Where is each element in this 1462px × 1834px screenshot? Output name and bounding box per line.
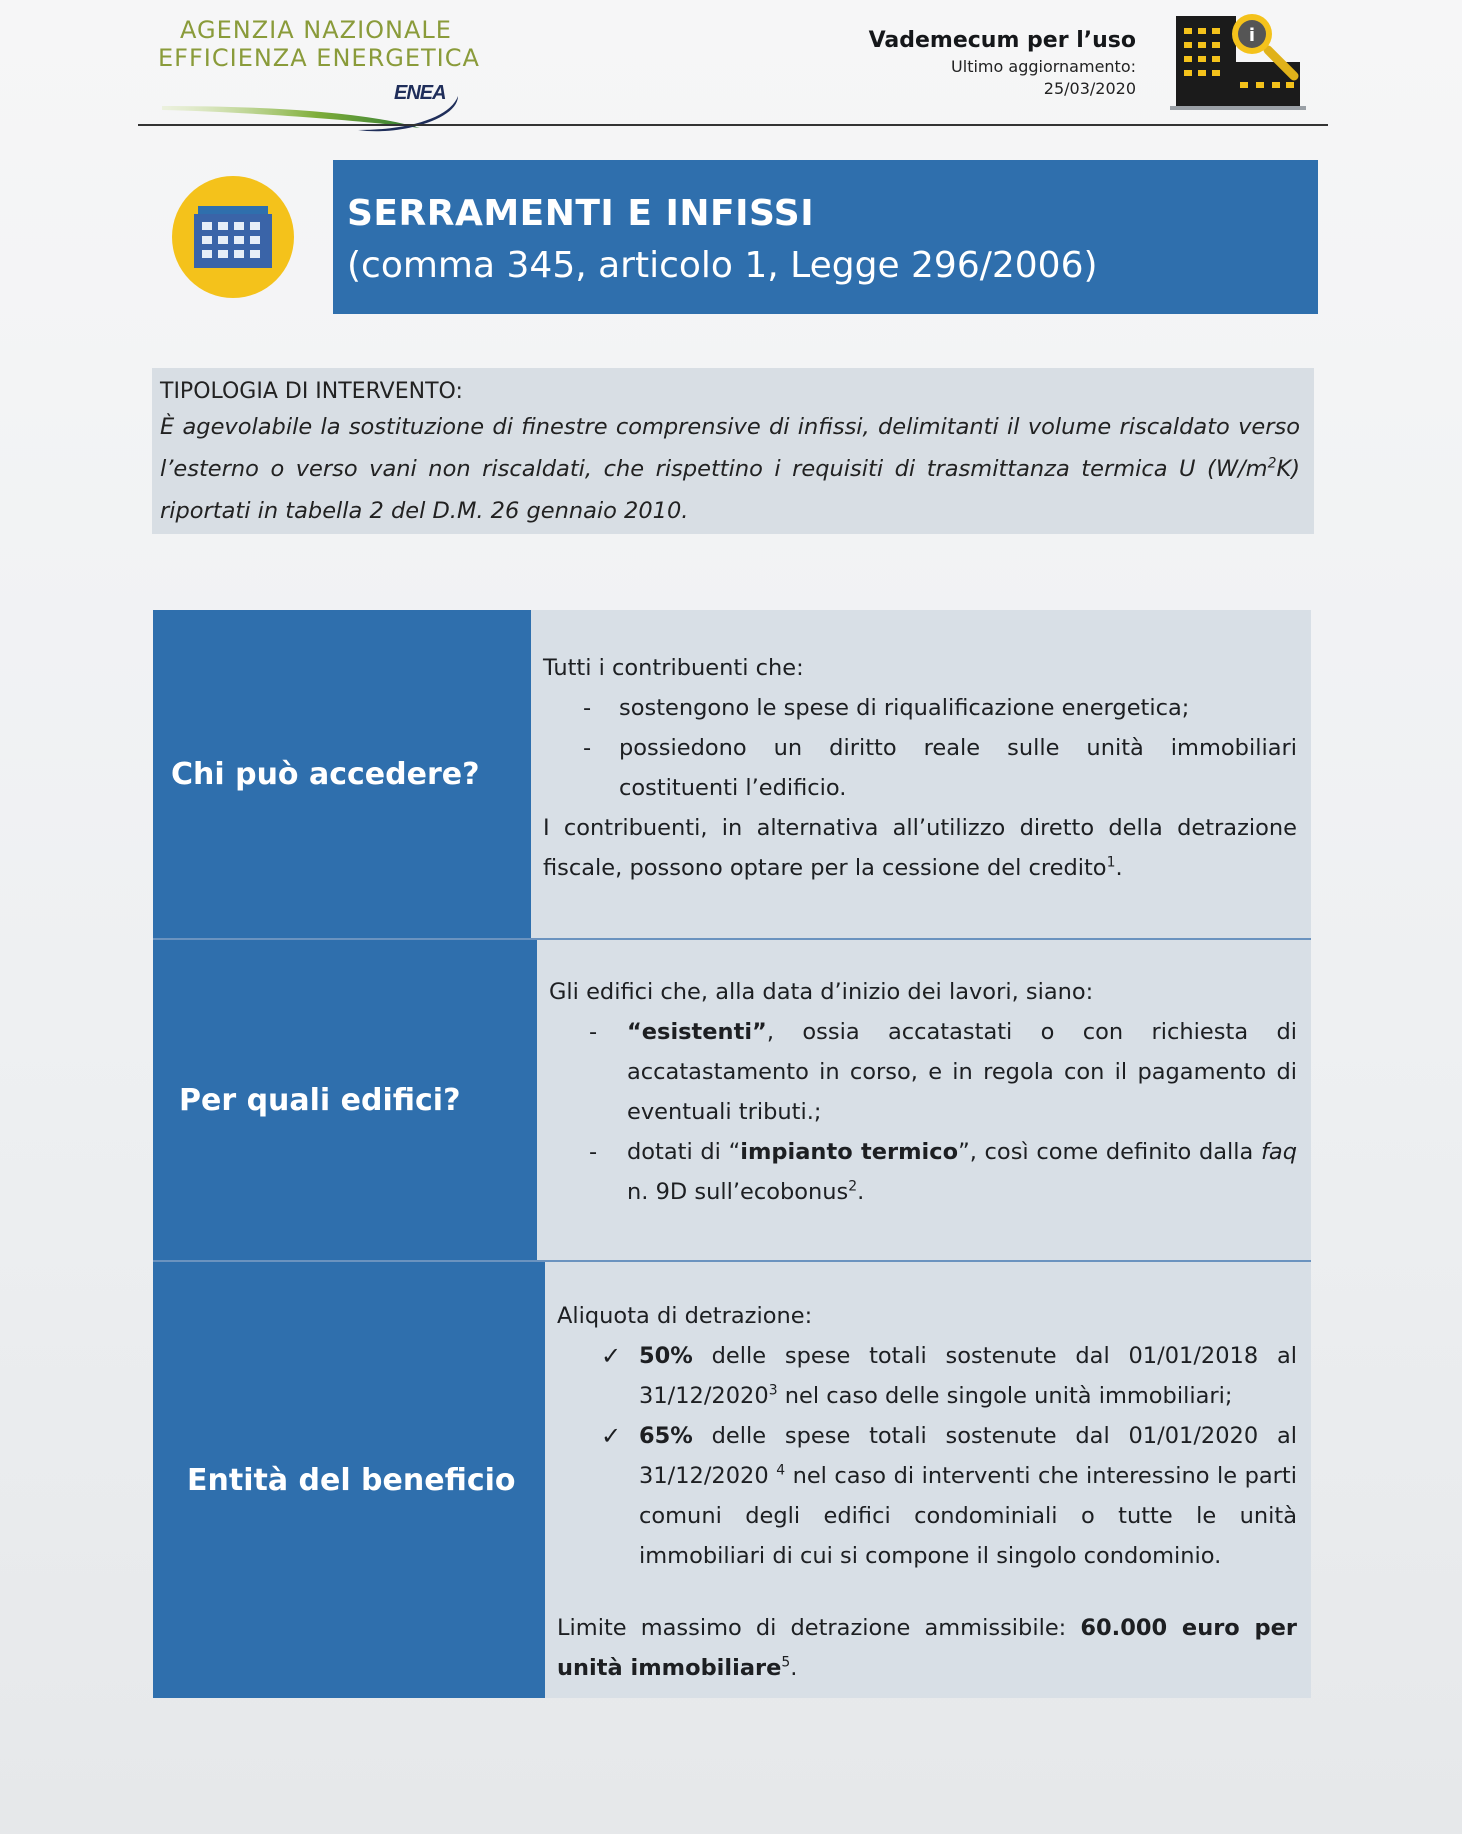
header-divider: [138, 124, 1328, 126]
header-info: [869, 26, 1136, 100]
row-head-chi: Chi può accedere?: [153, 610, 531, 938]
logo-mark: ENEA: [394, 82, 446, 104]
beneficio-c1-b: nel caso delle singole unità immobiliari;: [777, 1383, 1233, 1409]
beneficio-check-2: [557, 1416, 1311, 1576]
page-subtitle: (comma 345, articolo 1, Legge 296/2006): [347, 245, 1098, 286]
edifici-b2-pre: dotati di “: [627, 1139, 741, 1165]
tipologia-section: [152, 368, 1314, 534]
beneficio-check-1: [557, 1336, 1311, 1416]
edifici-bullet-1: [549, 1012, 1311, 1132]
edifici-b1-bold: “esistenti”: [627, 1019, 767, 1045]
logo-line-1: AGENZIA NAZIONALE: [180, 16, 452, 44]
chi-bullet-2: [543, 728, 1311, 808]
spacer: [557, 1576, 1311, 1608]
edifici-intro: Gli edifici che, alla data d’inizio dei lavori, siano:: [549, 979, 1094, 1005]
row-body-beneficio: [545, 1262, 1311, 1698]
beneficio-limit-pre: Limite massimo di detrazione ammissibile:: [557, 1615, 1081, 1641]
edifici-b1-rest: , ossia accatastati o con richiesta di accatastamento in corso, e in regola con il pagamento di eventuali tributi.;: [627, 1019, 1297, 1125]
title-badge: [172, 176, 294, 298]
updated-label: Ultimo aggiornamento:: [951, 57, 1136, 76]
row-head-beneficio: Entità del beneficio: [153, 1262, 545, 1698]
svg-text:i: i: [1248, 25, 1256, 46]
logo-line-2: EFFICIENZA ENERGETICA: [158, 44, 480, 72]
beneficio-limit-sup: 5: [781, 1654, 791, 1671]
building-icon: [194, 206, 272, 268]
tipologia-text-b: K) riportati in tabella 2 del D.M. 26 gennaio 2010.: [160, 456, 1300, 524]
tipologia-text-a: È agevolabile la sostituzione di finestre comprensive di infissi, delimitanti il volume riscaldato verso l’esterno o verso vani non riscaldati, che rispettino i requisiti di trasmittanza termica U (W/m: [160, 414, 1300, 482]
title-band: [333, 160, 1318, 314]
chi-b1-text: sostengono le spese di riqualificazione energetica;: [619, 695, 1190, 721]
tipologia-text: [160, 406, 1300, 532]
dash-mark: -: [583, 695, 592, 721]
beneficio-c1-sup: 3: [768, 1382, 778, 1399]
beneficio-limit-bold: 60.000 euro per unità immobiliare: [557, 1615, 1297, 1681]
dash-mark: -: [589, 1139, 598, 1165]
enea-logo: [158, 16, 498, 124]
edifici-b2-post: n. 9D sull’ecobonus: [627, 1179, 849, 1205]
dash-mark: -: [583, 735, 592, 761]
chi-outro-sup: 1: [1106, 854, 1116, 871]
beneficio-limit-end: .: [790, 1655, 798, 1681]
edifici-b2-sup: 2: [848, 1178, 858, 1195]
tipologia-label: TIPOLOGIA DI INTERVENTO:: [160, 379, 463, 404]
beneficio-c2-a: delle spese totali sostenute dal 01/01/2020 al 31/12/2020: [639, 1423, 1297, 1489]
page-title: SERRAMENTI E INFISSI: [347, 193, 815, 234]
edifici-b2-bold: impianto termico: [740, 1139, 959, 1165]
chi-outro-text: I contribuenti, in alternativa all’utilizzo diretto della detrazione fiscale, possono optare per la cessione del credito: [543, 815, 1297, 881]
edifici-b2-mid: ”, così come definito dalla: [958, 1139, 1261, 1165]
chi-intro: Tutti i contribuenti che:: [543, 655, 804, 681]
beneficio-c1-bold: 50%: [639, 1343, 693, 1369]
chi-outro: [543, 808, 1311, 888]
check-icon: ✓: [601, 1422, 622, 1450]
beneficio-intro: Aliquota di detrazione:: [557, 1303, 813, 1329]
chi-bullet-1: [543, 688, 1311, 728]
table-row-chi: [153, 610, 1311, 938]
edifici-b2-end: .: [857, 1179, 865, 1205]
chi-outro-end: .: [1115, 855, 1123, 881]
updated-date: 25/03/2020: [1043, 79, 1136, 98]
table-row-beneficio: [153, 1260, 1311, 1698]
chi-b2-text: possiedono un diritto reale sulle unità immobiliari costituenti l’edificio.: [619, 735, 1297, 801]
edifici-b2-ital: faq: [1261, 1139, 1297, 1165]
beneficio-c2-sup: 4: [776, 1462, 786, 1479]
info-table: [153, 610, 1311, 1698]
tipologia-sup: 2: [1267, 455, 1277, 472]
row-body-chi: [531, 610, 1311, 938]
beneficio-limit: [557, 1608, 1311, 1688]
edifici-bullet-2: [549, 1132, 1311, 1212]
beneficio-c2-b: nel caso di interventi che interessino le parti comuni degli edifici condominiali o tutte le unità immobiliari di cui si compone il singolo condominio.: [639, 1463, 1297, 1569]
beneficio-c2-bold: 65%: [639, 1423, 693, 1449]
row-head-edifici: Per quali edifici?: [153, 940, 537, 1260]
check-icon: ✓: [601, 1342, 622, 1370]
dash-mark: -: [589, 1019, 598, 1045]
doc-title: Vademecum per l’uso: [868, 28, 1136, 53]
row-body-edifici: [537, 940, 1311, 1260]
beneficio-c1-a: delle spese totali sostenute dal 01/01/2018 al 31/12/2020: [639, 1343, 1297, 1409]
building-info-icon: [1170, 10, 1306, 114]
table-row-edifici: [153, 938, 1311, 1260]
